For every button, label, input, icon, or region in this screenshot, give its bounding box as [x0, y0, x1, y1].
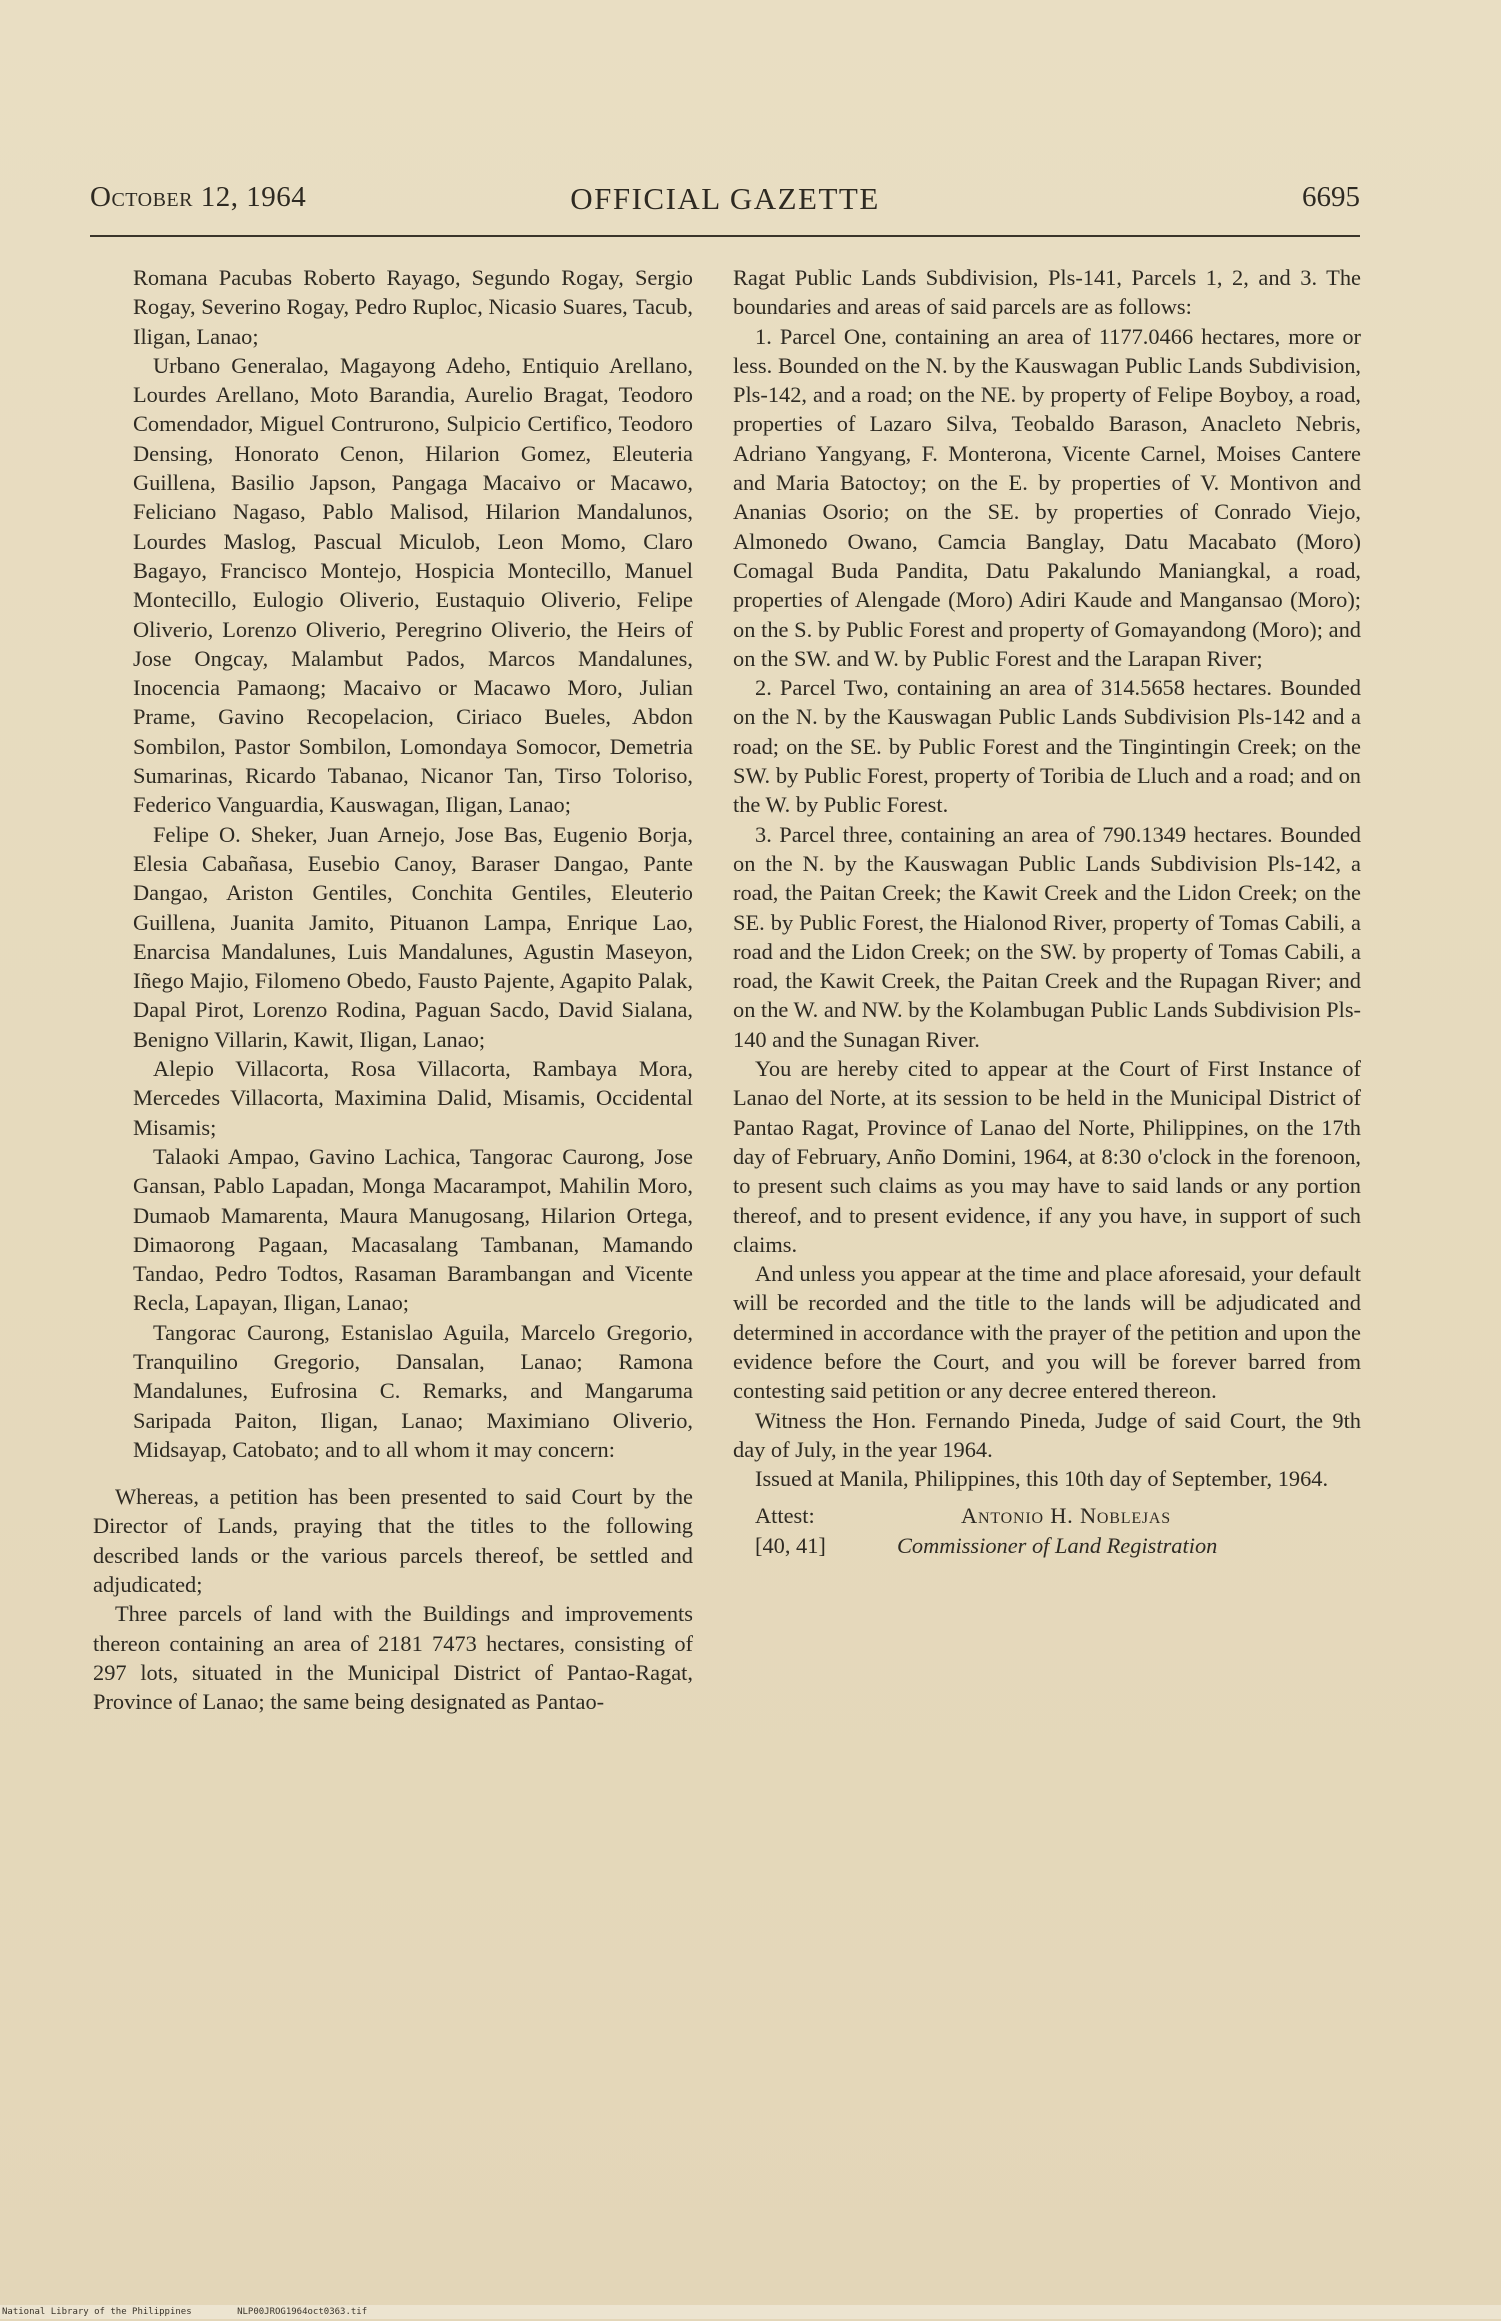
scan-footer: [0, 2305, 1501, 2319]
issued-paragraph: Issued at Manila, Philippines, this 10th day of September, 1964.: [755, 1466, 1329, 1492]
claimant-paragraph: Felipe O. Sheker, Juan Arnejo, Jose Bas, Eugenio Borja, Elesia Cabañasa, Eusebio Canoy, Baraser Dangao, Pante Dangao, Ariston Gentiles, Conchita Gentiles, Eleuterio Guillena, Juanita Jamito, Pituanon Lampa, Enrique Lao, Enarcisa Mandalunes, Luis Mandalunes, Agustin Maseyon, Iñego Majio, Filomeno Obedo, Fausto Pajente, Agapito Palak, Dapal Pirot, Lorenzo Rodina, Paguan Sacdo, David Sialana, Benigno Villarin, Kawit, Iligan, Lanao;: [133, 821, 693, 1052]
header-rule: [90, 235, 1360, 237]
citation-paragraph: You are hereby cited to appear at the Court of First Instance of Lanao del Norte, at its session to be held in the Municipal District of Pantao Ragat, Province of Lanao del Norte, Philippines, on the 17th day of February, Anño Domini, 1964, at 8:30 o'clock in the forenoon, to present such claims as you may have to said lands or any portion thereof, and to present evidence, if any you have, in support of such claims.: [733, 1056, 1361, 1257]
left-column: [93, 263, 693, 1717]
whereas-paragraph: Whereas, a petition has been presented to said Court by the Director of Lands, praying that the titles to the following described lands or the various parcels thereof, be settled and adjudicated;: [93, 1484, 693, 1598]
parcel-two-paragraph: 2. Parcel Two, containing an area of 314.5658 hectares. Bounded on the N. by the Kauswagan Public Lands Subdivision Pls-142 and a road; on the SE. by Public Forest and the Tingintingin Creek; on the SW. by Public Forest, property of Toribia de Lluch and a road; and on the W. by Public Forest.: [733, 675, 1361, 818]
signatory-office: Commissioner of Land Registration: [897, 1533, 1218, 1559]
continuation-paragraph: Ragat Public Lands Subdivision, Pls-141, Parcels 1, 2, and 3. The boundaries and areas of said parcels are as follows:: [733, 265, 1361, 320]
witness-paragraph: Witness the Hon. Fernando Pineda, Judge of said Court, the 9th day of July, in the year 1964.: [733, 1407, 1361, 1462]
claimant-paragraph: Romana Pacubas Roberto Rayago, Segundo Rogay, Sergio Rogay, Severino Rogay, Pedro Ruploc, Nicasio Suares, Tacub, Iligan, Lanao;: [133, 265, 693, 349]
library-credit: National Library of the Philippines: [2, 2307, 192, 2317]
page-number: 6695: [1302, 181, 1360, 213]
parcel-one-paragraph: 1. Parcel One, containing an area of 1177.0466 hectares, more or less. Bounded on the N. by the Kauswagan Public Lands Subdivision, Pls-142, and a road; on the NE. by property of Felipe Boyboy, a road, properties of Lazaro Silva, Teobaldo Barason, Anacleto Nebris, Adriano Yangyang, F. Monterona, Vicente Carnel, Moises Cantere and Maria Batoctoy; on the E. by properties of V. Montivon and Ananias Osorio; on the SE. by properties of Conrado Viejo, Almonedo Owano, Camcia Banglay, Datu Macabato (Moro) Comagal Buda Pandita, Datu Pakalundo Maniangkal, a road, properties of Alengade (Moro) Adiri Kaude and Mangansao (Moro); on the S. by Public Forest and property of Gomayandong (Moro); and on the SW. and W. by Public Forest and the Larapan River;: [733, 323, 1361, 671]
claimant-paragraph: Alepio Villacorta, Rosa Villacorta, Rambaya Mora, Mercedes Villacorta, Maximina Dalid, Misamis, Occidental Misamis;: [133, 1056, 693, 1140]
three-parcels-paragraph: Three parcels of land with the Buildings and improvements thereon containing an area of 2181 7473 hectares, consisting of 297 lots, situated in the Municipal District of Pantao-Ragat, Province of Lanao; the same being designated as Pantao-: [93, 1601, 693, 1715]
issue-date: October 12, 1964: [90, 181, 307, 213]
default-paragraph: And unless you appear at the time and place aforesaid, your default will be recorded and the title to the lands will be adjudicated and determined in accordance with the prayer of the petition and upon the evidence before the Court, and you will be forever barred from contesting said petition or any decree entered thereon.: [733, 1261, 1361, 1404]
publication-title: OFFICIAL GAZETTE: [570, 181, 880, 216]
attest-label: Attest:: [755, 1503, 815, 1529]
claimant-paragraph: Talaoki Ampao, Gavino Lachica, Tangorac Caurong, Jose Gansan, Pablo Lapadan, Monga Macarampot, Mahilin Moro, Dumaob Mamarenta, Maura Manugosang, Hilarion Ortega, Dimaorong Pagaan, Macasalang Tambanan, Mamando Tandao, Pedro Todtos, Rasaman Barambangan and Vicente Recla, Lapayan, Iligan, Lanao;: [133, 1143, 693, 1316]
page-header: [90, 181, 1360, 227]
claimant-paragraph: Urbano Generalao, Magayong Adeho, Entiquio Arellano, Lourdes Arellano, Moto Barandia, Aurelio Bragat, Teodoro Comendador, Miguel Contrurono, Sulpicio Certifico, Teodoro Densing, Honorato Cenon, Hilarion Gomez, Eleuteria Guillena, Basilio Japson, Pangaga Macaivo or Macawo, Feliciano Nagaso, Pablo Malisod, Hilarion Mandalunos, Lourdes Maslog, Pascual Miculob, Leon Momo, Claro Bagayo, Francisco Montejo, Hospicia Montecillo, Manuel Montecillo, Eulogio Oliverio, Eustaquio Oliverio, Felipe Oliverio, Lorenzo Oliverio, Peregrino Oliverio, the Heirs of Jose Ongcay, Malambut Pados, Marcos Mandalunes, Inocencia Pamaong; Macaivo or Macawo Moro, Julian Prame, Gavino Recopelacion, Ciriaco Bueles, Abdon Sombilon, Pastor Sombilon, Lomondaya Somocor, Demetria Sumarinas, Ricardo Tabanao, Nicanor Tan, Tirso Toloriso, Federico Vanguardia, Kauswagan, Iligan, Lanao;: [133, 352, 693, 818]
signatory-name: Antonio H. Noblejas: [961, 1503, 1171, 1529]
parcel-three-paragraph: 3. Parcel three, containing an area of 790.1349 hectares. Bounded on the N. by the Kauswagan Public Lands Subdivision Pls-142, a road, the Paitan Creek; the Kawit Creek and the Lidon Creek; on the SE. by Public Forest, the Hialonod River, property of Tomas Cabili, a road and the Lidon Creek; on the SW. by property of Tomas Cabili, a road, the Kawit Creek, the Paitan Creek and the Rupagan River; and on the W. and NW. by the Kolambugan Public Lands Subdivision Pls-140 and the Sunagan River.: [733, 821, 1361, 1052]
scan-filename: NLP00JROG1964oct0363.tif: [237, 2307, 368, 2317]
claimant-paragraph: Tangorac Caurong, Estanislao Aguila, Marcelo Gregorio, Tranquilino Gregorio, Dansalan, Lanao; Ramona Mandalunes, Eufrosina C. Remarks, and Mangaruma Saripada Paiton, Iligan, Lanao; Maximiano Oliverio, Midsayap, Catobato; and to all whom it may concern:: [133, 1319, 693, 1462]
right-column: [733, 263, 1361, 1563]
notice-reference: [40, 41]: [755, 1533, 826, 1559]
signature-block: [733, 1501, 1361, 1563]
